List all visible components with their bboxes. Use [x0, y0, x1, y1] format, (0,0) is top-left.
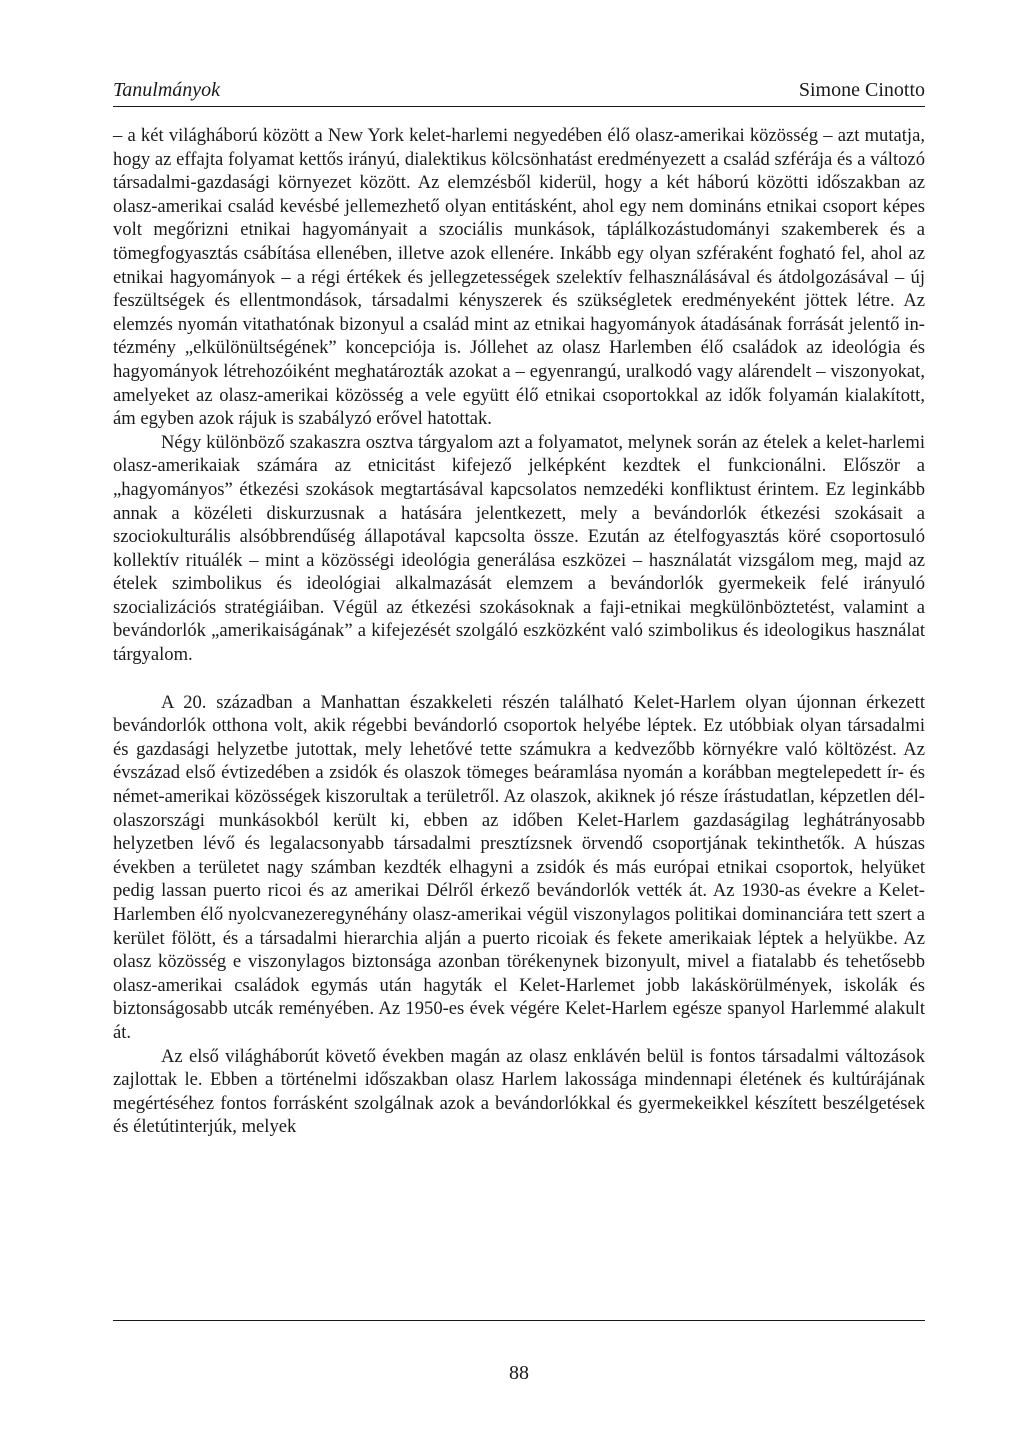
running-head-author: Simone Cinotto	[798, 79, 925, 101]
section-break	[113, 667, 925, 691]
running-head	[113, 78, 925, 107]
running-head-series: Tanulmányok	[113, 79, 221, 101]
page-number: 88	[509, 1362, 529, 1384]
paragraph-3: A 20. században a Manhattan északkeleti részén található Kelet-Harlem olyan újonnan érkezett bevándorlók otthona volt, akik régebbi bevándorló csoportok helyébe léptek. Ez utóbbiak olyan társadalmi és gazdasági helyzetbe jutottak, mely lehetővé tette számukra a kedvezőbb környékre való költözést. Az évszázad első évtizedében a zsidók és olaszok tömeges beáramlása nyomán a korábban megtelepedett ír- és német-amerikai közösségek kiszorultak a területről. Az olaszok, akiknek jó része írástudatlan, képzetlen dél-olaszországi munkásokból került ki, ebben az időben Kelet-Harlem gazdaságilag leghátrányosabb helyzetben lévő és legalacsonyabb társadalmi presztízsnek örvendő csoportjának tekinthetők. A húszas években a területet nagy számban kezdték elhagyni a zsidók és más európai etnikai csoportok, helyüket pedig lassan puerto ricoi és az amerikai Délről érkező bevándorlók vették át. Az 1930-as évekre a Kelet-Harlemben élő nyolcvanezeregynéhány olasz-amerikai végül viszonylagos politikai dominanciára tett szert a kerület fölött, és a társadalmi hierarchia alján a puerto ricoiak és fekete amerikaiak léptek a helyükbe. Az olasz közösség e viszonylagos biztonsága azonban törékenynek bizonyult, mivel a fiatalabb és tehetősebb olasz-amerikai családok egymás után hagyták el Kelet-Harlemet jobb lakáskörülmények, iskolák és biztonságosabb utcák reményében. Az 1950-es évek végére Kelet-Harlem egésze spanyol Harlemmé alakult át.	[113, 691, 925, 1043]
page	[113, 78, 925, 1384]
footnote-rule	[113, 1320, 925, 1321]
paragraph-1: – a két világháború között a New York kelet-harlemi negyedében élő olasz-amerikai közösség – azt mutatja, hogy az effajta folyamat kettős irányú, dialektikus kölcsönhatást eredményezett a család szférája és a változó társadalmi-gazdasági környezet között. Az elemzésből kiderül, hogy a két háború közötti időszakban az olasz-amerikai család kevésbé jellemezhető olyan entitásként, ahol egy nem domináns etnikai csoport képes volt megőrizni etnikai hagyományait a szociális munkások, táplálkozástudományi szakemberek és a tömegfogyasztás csábítása ellenében, illetve azok ellenére. Inkább egy olyan szféraként fogható fel, ahol az etnikai hagyományok – a régi értékek és jellegzetességek szelektív felhasználásával és átdolgozásával – új feszültségek és ellentmondások, társadalmi kényszerek és szükségletek eredményeként jöttek létre. Az elemzés nyomán vitathatónak bizonyul a család mint az etnikai hagyományok átadásának forrását jelentő intézmény „elkülönültségének” koncepciója is. Jóllehet az olasz Harlemben élő családok az ideológia és hagyományok létrehozóiként meghatározták azokat a – egyenrangú, uralkodó vagy alárendelt – viszonyokat, amelyeket az olasz-amerikai közösség a vele együtt élő etnikai csoportokkal az idők folyamán kialakított, ám egyben azok rájuk is szabályzó erővel hatottak.	[113, 125, 925, 430]
paragraph-4: Az első világháborút követő években magán az olasz enklávén belül is fontos társadalmi változások zajlottak le. Ebben a történelmi időszakban olasz Harlem lakossága mindennapi életének és kultúrájának megértéséhez fontos forrásként szolgálnak azok a bevándorlókkal és gyermekeikkel készített beszélgetések és életútinterjúk, melyek	[113, 1045, 925, 1138]
paragraph-2: Négy különböző szakaszra osztva tárgyalom azt a folyamatot, melynek során az ételek a kelet-harlemi olasz-amerikaiak számára az etnicitást kifejező jelképként kezdtek el funkcionálni. Először a „hagyományos” étkezési szokások megtartásával kapcsolatos nemzedéki konfliktust érintem. Ez leginkább annak a közéleti diskurzusnak a hatására jelentkezett, mely a bevándorlók étkezési szokásait a szociokulturális alsóbbrendűség állapotával kapcsolta össze. Ezután az ételfogyasztás köré csoportosuló kollektív rituálék – mint a közösségi ideológia generálása eszközei – használatát vizsgálom meg, majd az ételek szimbolikus és ideológiai alkalmazását elemzem a bevándorlók gyermekeik felé irányuló szocializációs stratégiáiban. Végül az étkezési szokásoknak a faji-etnikai megkülönböztetést, valamint a bevándorlók „amerikaiságának” a kifejezését szolgáló eszközként való szimbolikus és ideologikus használat tárgyalom.	[113, 431, 925, 666]
body-text	[113, 124, 925, 1139]
